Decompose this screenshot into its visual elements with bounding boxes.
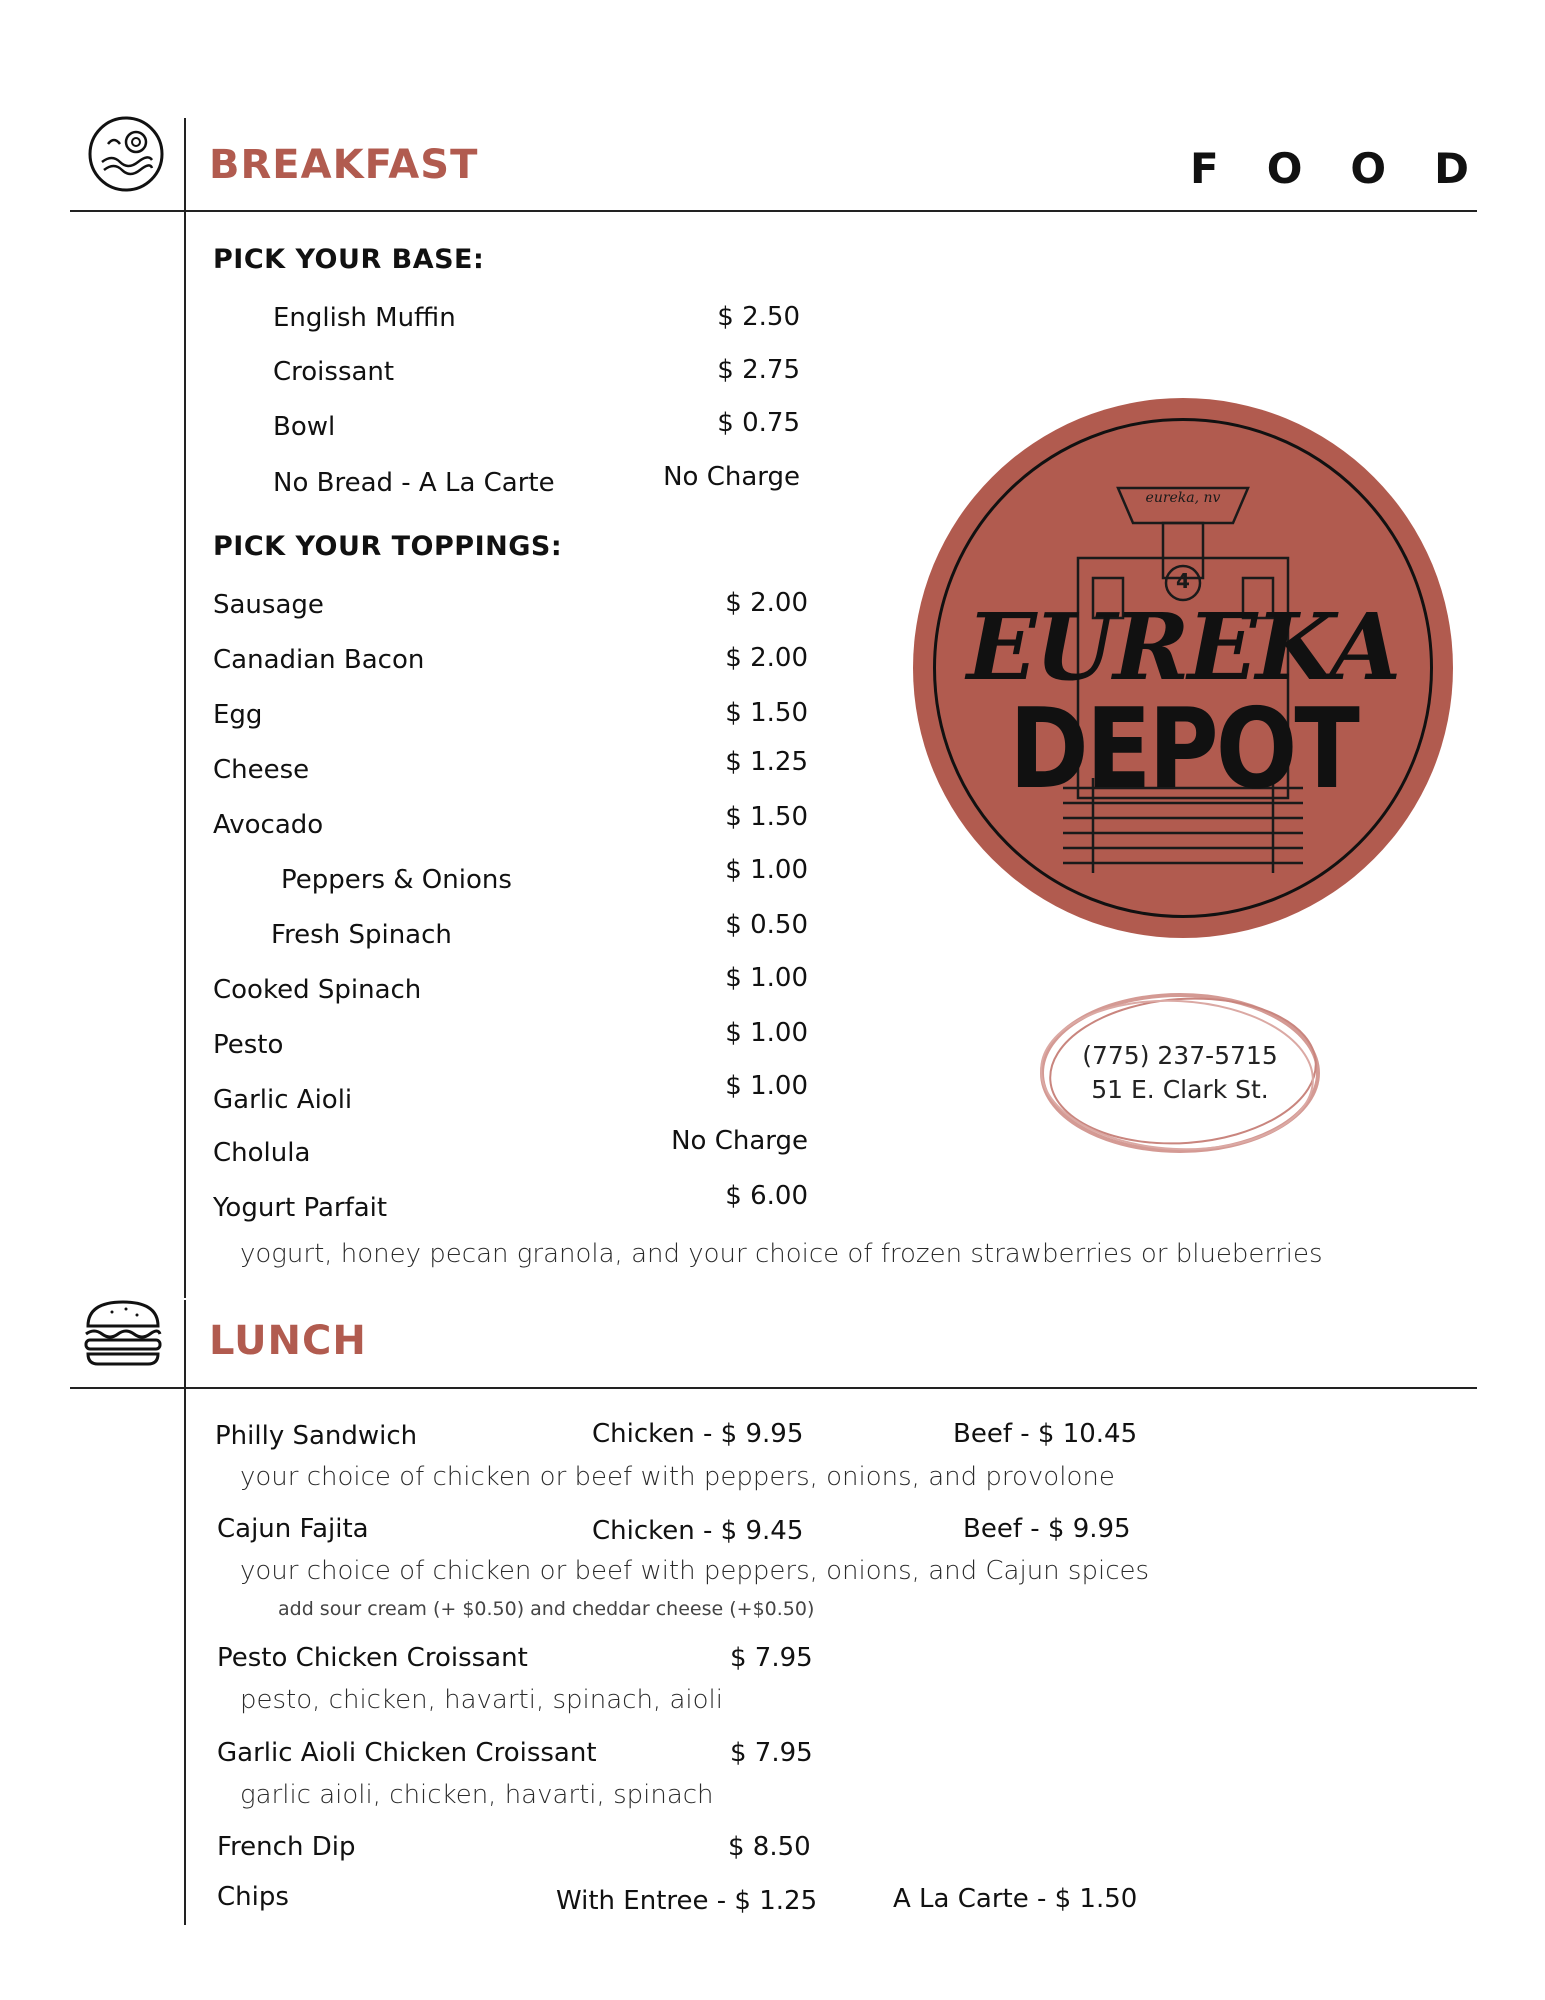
- logo-number: 4: [1176, 569, 1190, 593]
- topping-price-peppers-onions: $ 1.00: [725, 855, 808, 885]
- topping-sausage: Sausage: [213, 590, 324, 620]
- yogurt-parfait: Yogurt Parfait: [213, 1193, 388, 1223]
- lunch-title: LUNCH: [209, 1318, 367, 1364]
- base-price-english-muffin: $ 2.50: [717, 302, 800, 332]
- topping-egg: Egg: [213, 700, 263, 730]
- topping-price-sausage: $ 2.00: [725, 588, 808, 618]
- scribble-oval: [1035, 985, 1325, 1160]
- lunch-aioli-croissant-name: Garlic Aioli Chicken Croissant: [217, 1738, 597, 1768]
- contact-badge: [1035, 985, 1325, 1160]
- breakfast-plate-icon: [86, 114, 166, 194]
- base-price-no-bread: No Charge: [663, 462, 800, 492]
- lunch-pesto-croissant-name: Pesto Chicken Croissant: [217, 1643, 528, 1673]
- left-rule-lunch: [184, 1300, 186, 1925]
- topping-canadian-bacon: Canadian Bacon: [213, 645, 425, 675]
- topping-price-cheese: $ 1.25: [725, 747, 808, 777]
- topping-price-cooked-spinach: $ 1.00: [725, 963, 808, 993]
- lunch-cajun-note: add sour cream (+ $0.50) and cheddar cheese (+$0.50): [278, 1598, 815, 1620]
- logo-line-depot: DEPOT: [1009, 684, 1357, 814]
- left-rule-breakfast: [184, 118, 186, 1298]
- topping-price-egg: $ 1.50: [725, 698, 808, 728]
- base-price-croissant: $ 2.75: [717, 355, 800, 385]
- lunch-cajun-description: your choice of chicken or beef with peppers, onions, and Cajun spices: [240, 1556, 1150, 1586]
- breakfast-divider: [70, 210, 1477, 212]
- base-item-no-bread: No Bread - A La Carte: [273, 468, 555, 498]
- lunch-cajun-price-chicken: Chicken - $ 9.45: [592, 1516, 804, 1546]
- lunch-cajun-name: Cajun Fajita: [217, 1514, 369, 1544]
- topping-price-cholula: No Charge: [671, 1126, 808, 1156]
- topping-price-pesto: $ 1.00: [725, 1018, 808, 1048]
- base-item-croissant: Croissant: [273, 357, 395, 387]
- topping-price-garlic-aioli: $ 1.00: [725, 1071, 808, 1101]
- lunch-philly-price-beef: Beef - $ 10.45: [953, 1419, 1138, 1449]
- base-item-bowl: Bowl: [273, 412, 336, 442]
- base-item-english-muffin: English Muffin: [273, 303, 456, 333]
- food-heading: FOOD: [1190, 144, 1517, 193]
- lunch-french-dip-name: French Dip: [217, 1832, 356, 1862]
- yogurt-parfait-description: yogurt, honey pecan granola, and your choice of frozen strawberries or blueberries: [240, 1239, 1323, 1269]
- lunch-philly-description: your choice of chicken or beef with peppers, onions, and provolone: [240, 1462, 1115, 1492]
- topping-cheese: Cheese: [213, 755, 310, 785]
- topping-garlic-aioli: Garlic Aioli: [213, 1085, 353, 1115]
- topping-price-fresh-spinach: $ 0.50: [725, 910, 808, 940]
- street-address: 51 E. Clark St.: [1091, 1075, 1269, 1104]
- lunch-chips-price-entree: With Entree - $ 1.25: [556, 1886, 818, 1916]
- lunch-aioli-croissant-description: garlic aioli, chicken, havarti, spinach: [240, 1780, 714, 1810]
- topping-peppers-onions: Peppers & Onions: [281, 865, 512, 895]
- logo-line-eureka: EUREKA: [966, 593, 1400, 701]
- topping-cooked-spinach: Cooked Spinach: [213, 975, 422, 1005]
- eureka-depot-logo: [913, 398, 1453, 938]
- topping-price-avocado: $ 1.50: [725, 802, 808, 832]
- topping-price-canadian-bacon: $ 2.00: [725, 643, 808, 673]
- yogurt-parfait-price: $ 6.00: [725, 1181, 808, 1211]
- lunch-aioli-croissant-price: $ 7.95: [730, 1738, 813, 1768]
- lunch-philly-name: Philly Sandwich: [215, 1421, 418, 1451]
- toppings-heading: PICK YOUR TOPPINGS:: [213, 531, 563, 562]
- lunch-pesto-croissant-price: $ 7.95: [730, 1643, 813, 1673]
- lunch-chips-name: Chips: [217, 1882, 289, 1912]
- topping-pesto: Pesto: [213, 1030, 284, 1060]
- logo-top-text: eureka, nv: [1145, 490, 1221, 506]
- lunch-chips-price-a-la-carte: A La Carte - $ 1.50: [893, 1884, 1138, 1914]
- base-heading: PICK YOUR BASE:: [213, 244, 485, 275]
- lunch-divider: [70, 1387, 1477, 1389]
- lunch-french-dip-price: $ 8.50: [728, 1832, 811, 1862]
- lunch-pesto-croissant-description: pesto, chicken, havarti, spinach, aioli: [240, 1685, 723, 1715]
- topping-cholula: Cholula: [213, 1138, 311, 1168]
- burger-icon: [82, 1298, 164, 1368]
- breakfast-title: BREAKFAST: [209, 142, 479, 188]
- base-price-bowl: $ 0.75: [717, 408, 800, 438]
- lunch-philly-price-chicken: Chicken - $ 9.95: [592, 1419, 804, 1449]
- topping-avocado: Avocado: [213, 810, 324, 840]
- phone-number: (775) 237-5715: [1082, 1041, 1278, 1070]
- lunch-cajun-price-beef: Beef - $ 9.95: [963, 1514, 1131, 1544]
- topping-fresh-spinach: Fresh Spinach: [271, 920, 452, 950]
